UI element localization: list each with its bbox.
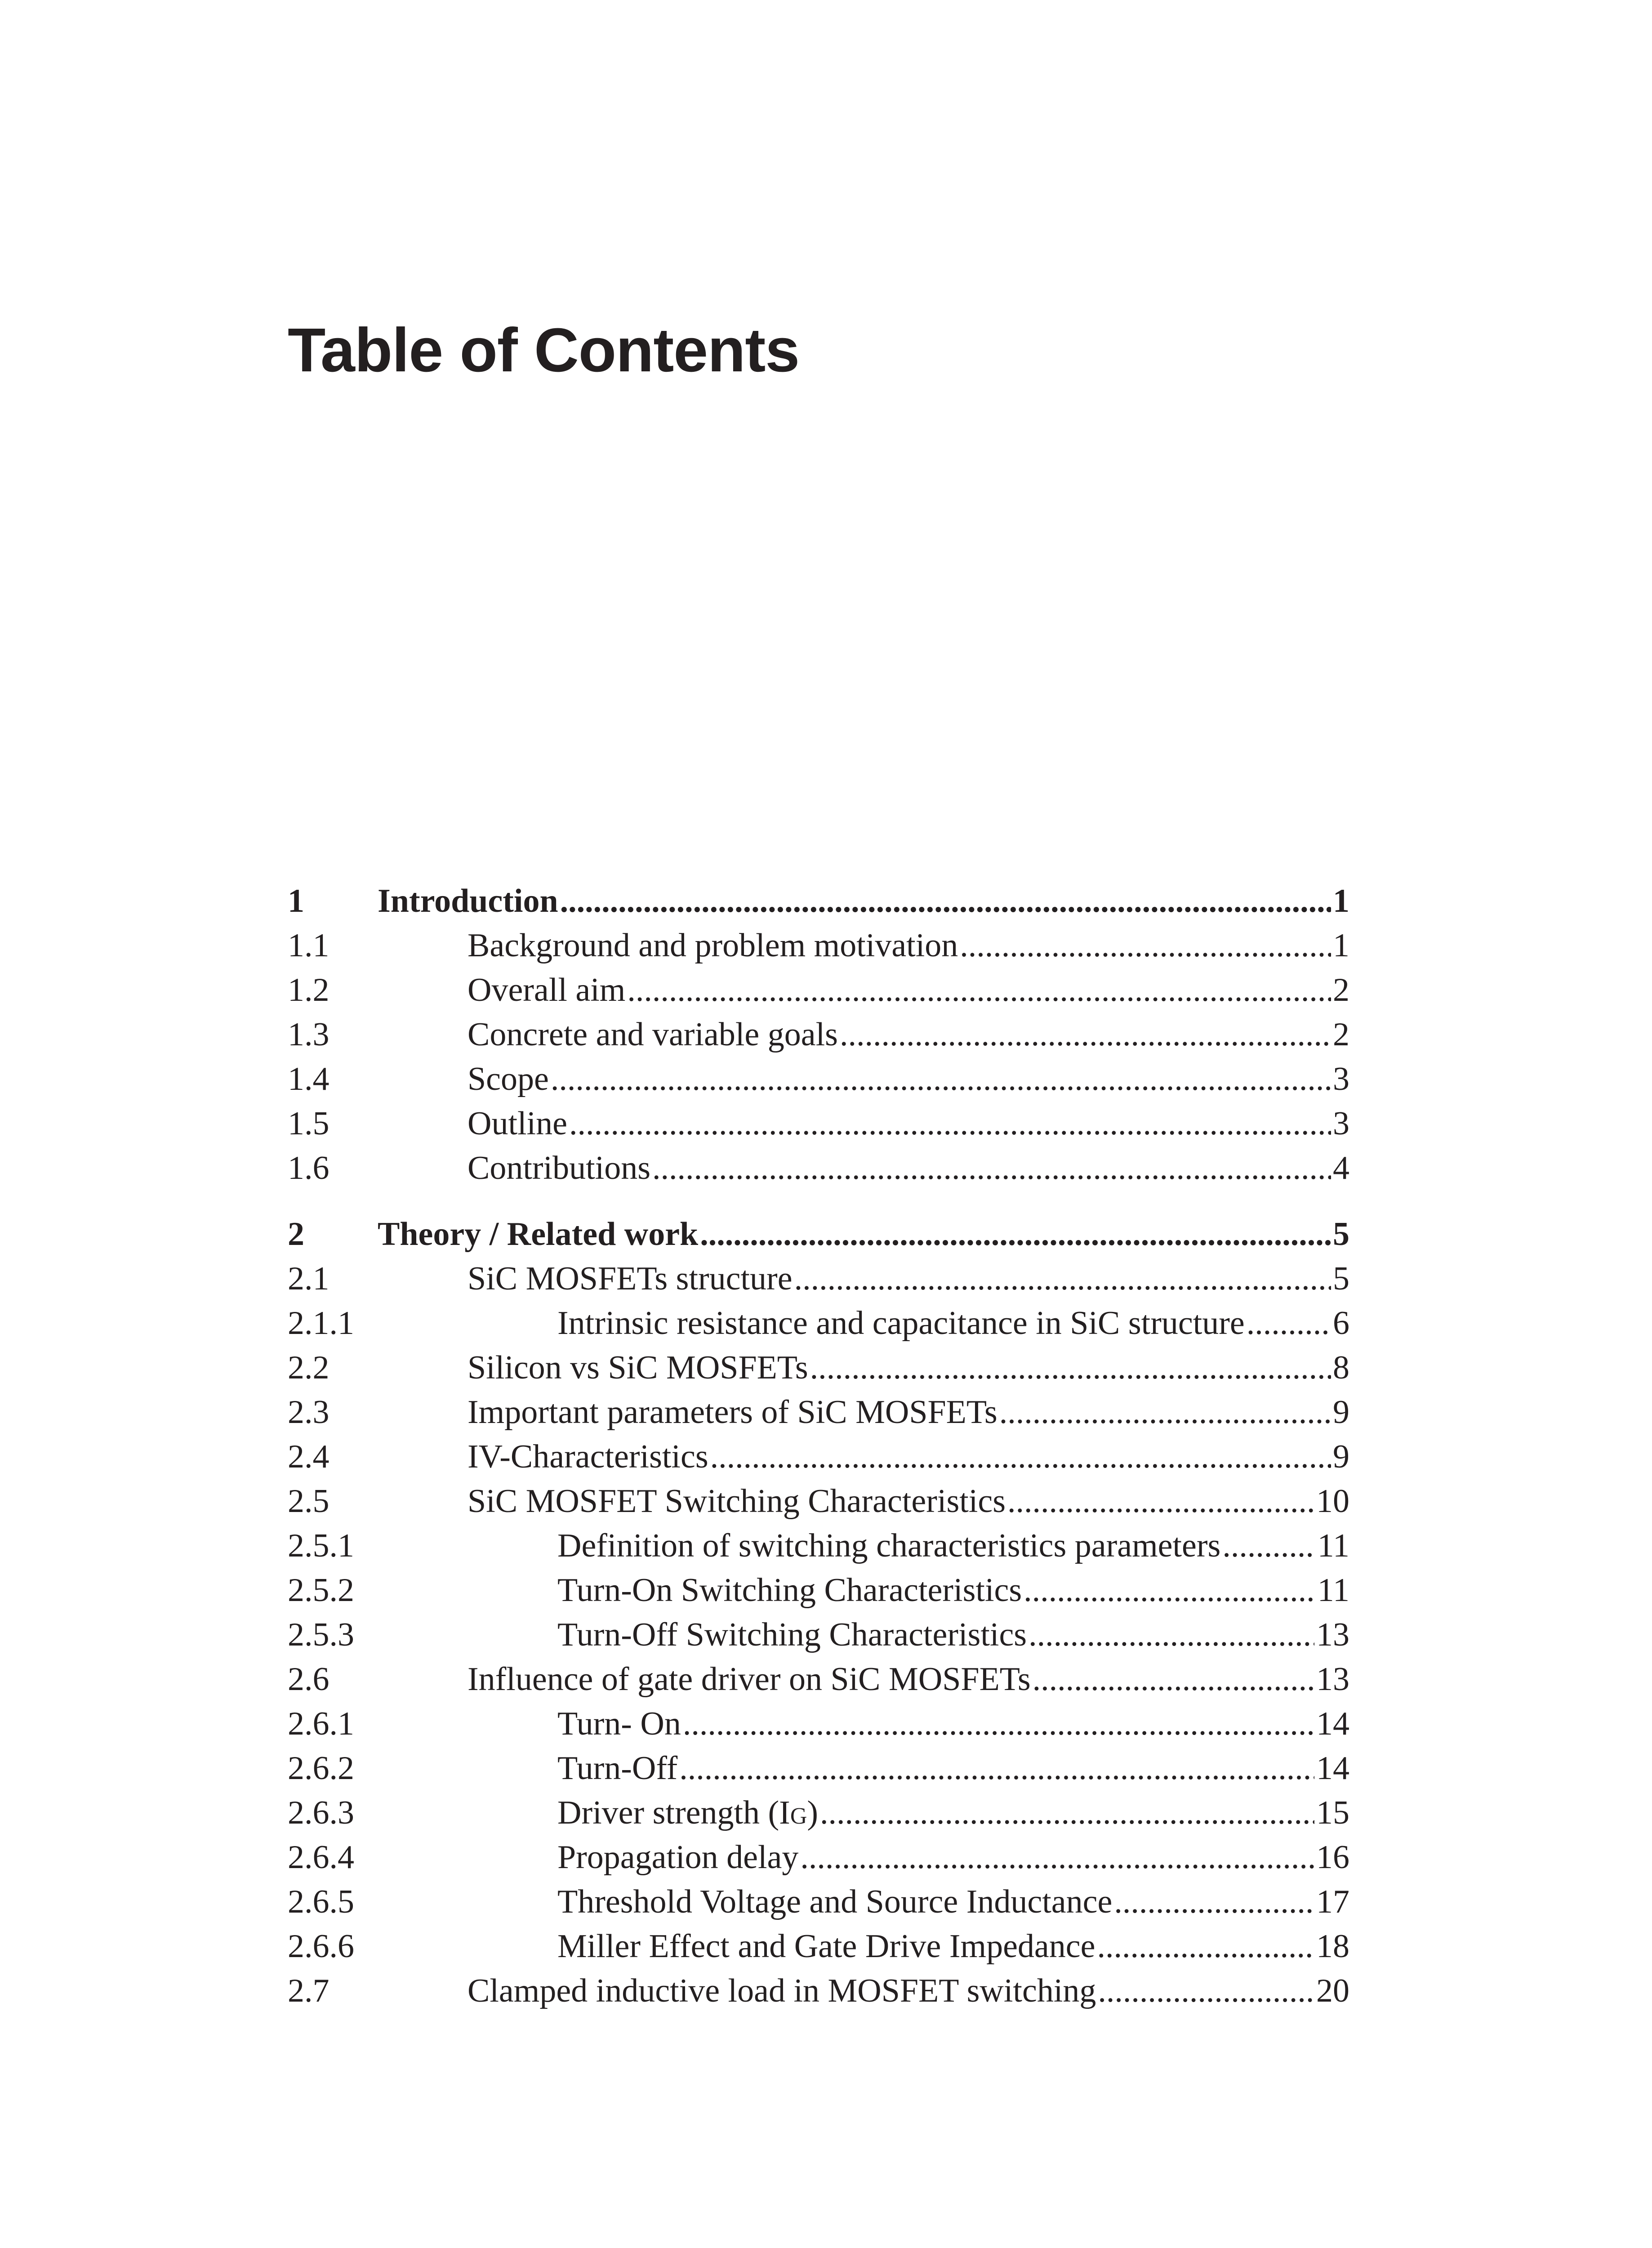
toc-section-number: 2.6.1 bbox=[288, 1705, 354, 1742]
toc-page-number: 9 bbox=[1333, 1438, 1349, 1475]
toc-entry-row[interactable] bbox=[288, 1924, 1349, 1969]
toc-section-number: 1.3 bbox=[288, 1016, 330, 1053]
toc-section-number: 2.3 bbox=[288, 1394, 330, 1431]
toc-dot-leader bbox=[551, 1057, 1331, 1102]
toc-page-number: 5 bbox=[1333, 1260, 1349, 1297]
toc-entry-text bbox=[468, 1102, 1349, 1146]
toc-title-main: Outline bbox=[468, 1105, 567, 1142]
toc-page-number: 9 bbox=[1333, 1394, 1349, 1431]
toc-entry-text bbox=[468, 1146, 1349, 1191]
toc-entry-text bbox=[468, 923, 1349, 968]
toc-title-main: Influence of gate driver on SiC MOSFETs bbox=[468, 1661, 1031, 1698]
toc-page-number: 2 bbox=[1333, 1016, 1349, 1053]
toc-dot-leader bbox=[794, 1257, 1331, 1301]
toc-section-number: 2.7 bbox=[288, 1972, 330, 2009]
toc-entry-text bbox=[378, 1212, 1349, 1257]
toc-dot-leader bbox=[1097, 1924, 1314, 1969]
toc-entry-row[interactable] bbox=[288, 1969, 1349, 2013]
toc-entry-text bbox=[557, 1568, 1349, 1613]
toc-section-number: 2.6 bbox=[288, 1661, 330, 1698]
toc-section-number: 2.6.2 bbox=[288, 1750, 354, 1787]
toc-title-main: Silicon vs SiC MOSFETs bbox=[468, 1349, 808, 1386]
toc-section-number: 1 bbox=[288, 883, 304, 919]
toc-title-subscript: G bbox=[790, 1803, 807, 1829]
toc-section-number: 2.5.2 bbox=[288, 1572, 354, 1609]
toc-entry-title bbox=[557, 1791, 818, 1835]
toc-dot-leader bbox=[999, 1390, 1331, 1435]
toc-entry-row[interactable] bbox=[288, 1791, 1349, 1835]
toc-title-main: Turn- On bbox=[557, 1705, 681, 1742]
toc-page-number: 3 bbox=[1333, 1105, 1349, 1142]
toc-entry-text bbox=[557, 1702, 1349, 1746]
toc-entry-title bbox=[557, 1835, 798, 1880]
toc-entry-text bbox=[557, 1924, 1349, 1969]
toc-chapter-row[interactable] bbox=[288, 1212, 1349, 1257]
toc-entry-row[interactable] bbox=[288, 1613, 1349, 1657]
toc-entry-row[interactable] bbox=[288, 1102, 1349, 1146]
toc-title-main: Driver strength (I bbox=[557, 1794, 790, 1831]
toc-dot-leader bbox=[800, 1835, 1314, 1880]
toc-entry-row[interactable] bbox=[288, 1746, 1349, 1791]
toc-dot-leader bbox=[683, 1702, 1314, 1746]
toc-section-number: 2.1.1 bbox=[288, 1305, 354, 1342]
toc-entry-text bbox=[557, 1746, 1349, 1791]
toc-page-number: 15 bbox=[1316, 1794, 1349, 1831]
toc-entry-row[interactable] bbox=[288, 1301, 1349, 1346]
toc-section-number: 2.5 bbox=[288, 1483, 330, 1520]
toc-entry-title bbox=[557, 1301, 1245, 1346]
toc-page-number: 1 bbox=[1333, 927, 1349, 964]
toc-title-main: Important parameters of SiC MOSFETs bbox=[468, 1394, 997, 1431]
toc-entry-title bbox=[557, 1613, 1027, 1657]
toc-dot-leader bbox=[1029, 1613, 1314, 1657]
toc-entry-row[interactable] bbox=[288, 1346, 1349, 1390]
table-of-contents bbox=[288, 879, 1349, 2013]
toc-entry-title bbox=[557, 1568, 1022, 1613]
toc-dot-leader bbox=[700, 1212, 1331, 1257]
toc-title-end: ) bbox=[807, 1794, 819, 1831]
toc-title-main: Miller Effect and Gate Drive Impedance bbox=[557, 1928, 1095, 1965]
toc-dot-leader bbox=[652, 1146, 1331, 1191]
page-title: Table of Contents bbox=[288, 316, 800, 385]
toc-title-main: Intrinsic resistance and capacitance in SiC structure bbox=[557, 1305, 1245, 1342]
toc-entry-title bbox=[468, 968, 625, 1012]
toc-page-number: 17 bbox=[1316, 1883, 1349, 1920]
toc-title-main: Turn-Off Switching Characteristics bbox=[557, 1616, 1027, 1653]
toc-dot-leader bbox=[560, 879, 1331, 923]
toc-entry-title bbox=[468, 923, 958, 968]
toc-chapter-block bbox=[288, 1212, 1349, 2013]
toc-title-main: SiC MOSFETs structure bbox=[468, 1260, 793, 1297]
toc-entry-title bbox=[468, 1012, 838, 1057]
toc-entry-row[interactable] bbox=[288, 1702, 1349, 1746]
toc-dot-leader bbox=[1024, 1568, 1316, 1613]
toc-entry-title bbox=[378, 1212, 698, 1257]
toc-entry-title bbox=[468, 1146, 650, 1191]
toc-entry-title bbox=[468, 1390, 997, 1435]
toc-page-number: 20 bbox=[1316, 1972, 1349, 2009]
toc-entry-row[interactable] bbox=[288, 1057, 1349, 1102]
toc-entry-title bbox=[468, 1257, 793, 1301]
toc-entry-text bbox=[378, 879, 1349, 923]
toc-page-number: 11 bbox=[1317, 1572, 1349, 1609]
toc-entry-row[interactable] bbox=[288, 1146, 1349, 1191]
toc-entry-text bbox=[557, 1835, 1349, 1880]
toc-page-number: 14 bbox=[1316, 1705, 1349, 1742]
toc-dot-leader bbox=[569, 1102, 1331, 1146]
toc-title-main: Turn-Off bbox=[557, 1750, 678, 1787]
toc-page-number: 2 bbox=[1333, 972, 1349, 1008]
toc-page-number: 16 bbox=[1316, 1839, 1349, 1876]
toc-dot-leader bbox=[1098, 1969, 1314, 2013]
toc-entry-row[interactable] bbox=[288, 1568, 1349, 1613]
toc-entry-text bbox=[468, 1390, 1349, 1435]
toc-entry-text bbox=[557, 1791, 1349, 1835]
toc-entry-text bbox=[557, 1880, 1349, 1924]
toc-page-number: 5 bbox=[1333, 1216, 1349, 1253]
toc-page-number: 4 bbox=[1333, 1150, 1349, 1186]
toc-dot-leader bbox=[840, 1012, 1331, 1057]
toc-dot-leader bbox=[710, 1435, 1331, 1479]
toc-entry-row[interactable] bbox=[288, 1435, 1349, 1479]
toc-entry-text bbox=[468, 1657, 1349, 1702]
toc-entry-title bbox=[557, 1880, 1112, 1924]
toc-dot-leader bbox=[679, 1746, 1314, 1791]
toc-page-number: 18 bbox=[1316, 1928, 1349, 1965]
toc-entry-title bbox=[468, 1969, 1096, 2013]
toc-title-main: Contributions bbox=[468, 1150, 651, 1186]
toc-dot-leader bbox=[1247, 1301, 1331, 1346]
toc-entry-row[interactable] bbox=[288, 1657, 1349, 1702]
toc-page-number: 13 bbox=[1316, 1661, 1349, 1698]
toc-title-main: SiC MOSFET Switching Characteristics bbox=[468, 1483, 1006, 1520]
toc-section-number: 2.5.1 bbox=[288, 1527, 354, 1564]
toc-title-main: Theory / Related work bbox=[378, 1216, 699, 1253]
toc-dot-leader bbox=[820, 1791, 1314, 1835]
toc-section-number: 2.1 bbox=[288, 1260, 330, 1297]
toc-section-number: 1.4 bbox=[288, 1061, 330, 1097]
toc-dot-leader bbox=[1007, 1479, 1314, 1524]
toc-entry-title bbox=[468, 1479, 1006, 1524]
toc-entry-row[interactable] bbox=[288, 1835, 1349, 1880]
toc-title-main: Overall aim bbox=[468, 972, 626, 1008]
toc-page-number: 13 bbox=[1316, 1616, 1349, 1653]
toc-section-number: 2.6.6 bbox=[288, 1928, 354, 1965]
toc-entry-text bbox=[468, 1057, 1349, 1102]
toc-section-number: 2 bbox=[288, 1216, 304, 1253]
toc-chapter-block bbox=[288, 879, 1349, 1191]
toc-entry-title bbox=[557, 1524, 1220, 1568]
toc-entry-row[interactable] bbox=[288, 1390, 1349, 1435]
toc-page-number: 1 bbox=[1333, 883, 1349, 919]
toc-title-main: Threshold Voltage and Source Inductance bbox=[557, 1883, 1113, 1920]
toc-section-number: 1.6 bbox=[288, 1150, 330, 1186]
toc-dot-leader bbox=[1222, 1524, 1315, 1568]
toc-entry-title bbox=[557, 1702, 681, 1746]
toc-entry-title bbox=[468, 1435, 708, 1479]
toc-title-main: Scope bbox=[468, 1061, 549, 1097]
toc-section-number: 1.1 bbox=[288, 927, 330, 964]
toc-entry-text bbox=[557, 1301, 1349, 1346]
toc-dot-leader bbox=[960, 923, 1331, 968]
toc-title-main: Clamped inductive load in MOSFET switching bbox=[468, 1972, 1096, 2009]
toc-section-number: 2.5.3 bbox=[288, 1616, 354, 1653]
toc-page-number: 8 bbox=[1333, 1349, 1349, 1386]
toc-entry-row[interactable] bbox=[288, 1880, 1349, 1924]
toc-entry-text bbox=[468, 1479, 1349, 1524]
toc-entry-text bbox=[468, 1969, 1349, 2013]
toc-entry-row[interactable] bbox=[288, 1524, 1349, 1568]
toc-title-main: Turn-On Switching Characteristics bbox=[557, 1572, 1022, 1609]
toc-entry-row[interactable] bbox=[288, 968, 1349, 1012]
toc-entry-title bbox=[468, 1102, 567, 1146]
toc-section-number: 2.6.4 bbox=[288, 1839, 354, 1876]
toc-entry-text bbox=[557, 1524, 1349, 1568]
toc-entry-row[interactable] bbox=[288, 923, 1349, 968]
toc-title-main: Propagation delay bbox=[557, 1839, 799, 1876]
toc-dot-leader bbox=[1033, 1657, 1314, 1702]
toc-entry-row[interactable] bbox=[288, 1012, 1349, 1057]
toc-title-main: IV-Characteristics bbox=[468, 1438, 708, 1475]
toc-title-main: Background and problem motivation bbox=[468, 927, 958, 964]
toc-entry-title bbox=[468, 1057, 549, 1102]
toc-title-main: Introduction bbox=[378, 883, 558, 919]
toc-entry-title bbox=[468, 1346, 808, 1390]
toc-entry-text bbox=[468, 1346, 1349, 1390]
toc-section-number: 2.6.5 bbox=[288, 1883, 354, 1920]
toc-title-main: Concrete and variable goals bbox=[468, 1016, 838, 1053]
toc-entry-row[interactable] bbox=[288, 1257, 1349, 1301]
toc-section-number: 2.2 bbox=[288, 1349, 330, 1386]
toc-section-number: 2.6.3 bbox=[288, 1794, 354, 1831]
toc-entry-title bbox=[557, 1924, 1095, 1969]
toc-page-number: 11 bbox=[1317, 1527, 1349, 1564]
toc-page-number: 3 bbox=[1333, 1061, 1349, 1097]
toc-page-number: 10 bbox=[1316, 1483, 1349, 1520]
toc-entry-title bbox=[557, 1746, 677, 1791]
toc-entry-text bbox=[468, 1435, 1349, 1479]
toc-entry-text bbox=[468, 1012, 1349, 1057]
toc-page-number: 14 bbox=[1316, 1750, 1349, 1787]
toc-chapter-row[interactable] bbox=[288, 879, 1349, 923]
toc-entry-title bbox=[468, 1657, 1031, 1702]
toc-dot-leader bbox=[1114, 1880, 1314, 1924]
toc-section-number: 2.4 bbox=[288, 1438, 330, 1475]
toc-entry-row[interactable] bbox=[288, 1479, 1349, 1524]
toc-title-main: Definition of switching characteristics parameters bbox=[557, 1527, 1221, 1564]
toc-entry-text bbox=[468, 1257, 1349, 1301]
toc-entry-text bbox=[557, 1613, 1349, 1657]
toc-section-number: 1.5 bbox=[288, 1105, 330, 1142]
toc-dot-leader bbox=[810, 1346, 1331, 1390]
toc-entry-text bbox=[468, 968, 1349, 1012]
toc-entry-title bbox=[378, 879, 558, 923]
toc-dot-leader bbox=[627, 968, 1331, 1012]
toc-page-number: 6 bbox=[1333, 1305, 1349, 1342]
toc-section-number: 1.2 bbox=[288, 972, 330, 1008]
